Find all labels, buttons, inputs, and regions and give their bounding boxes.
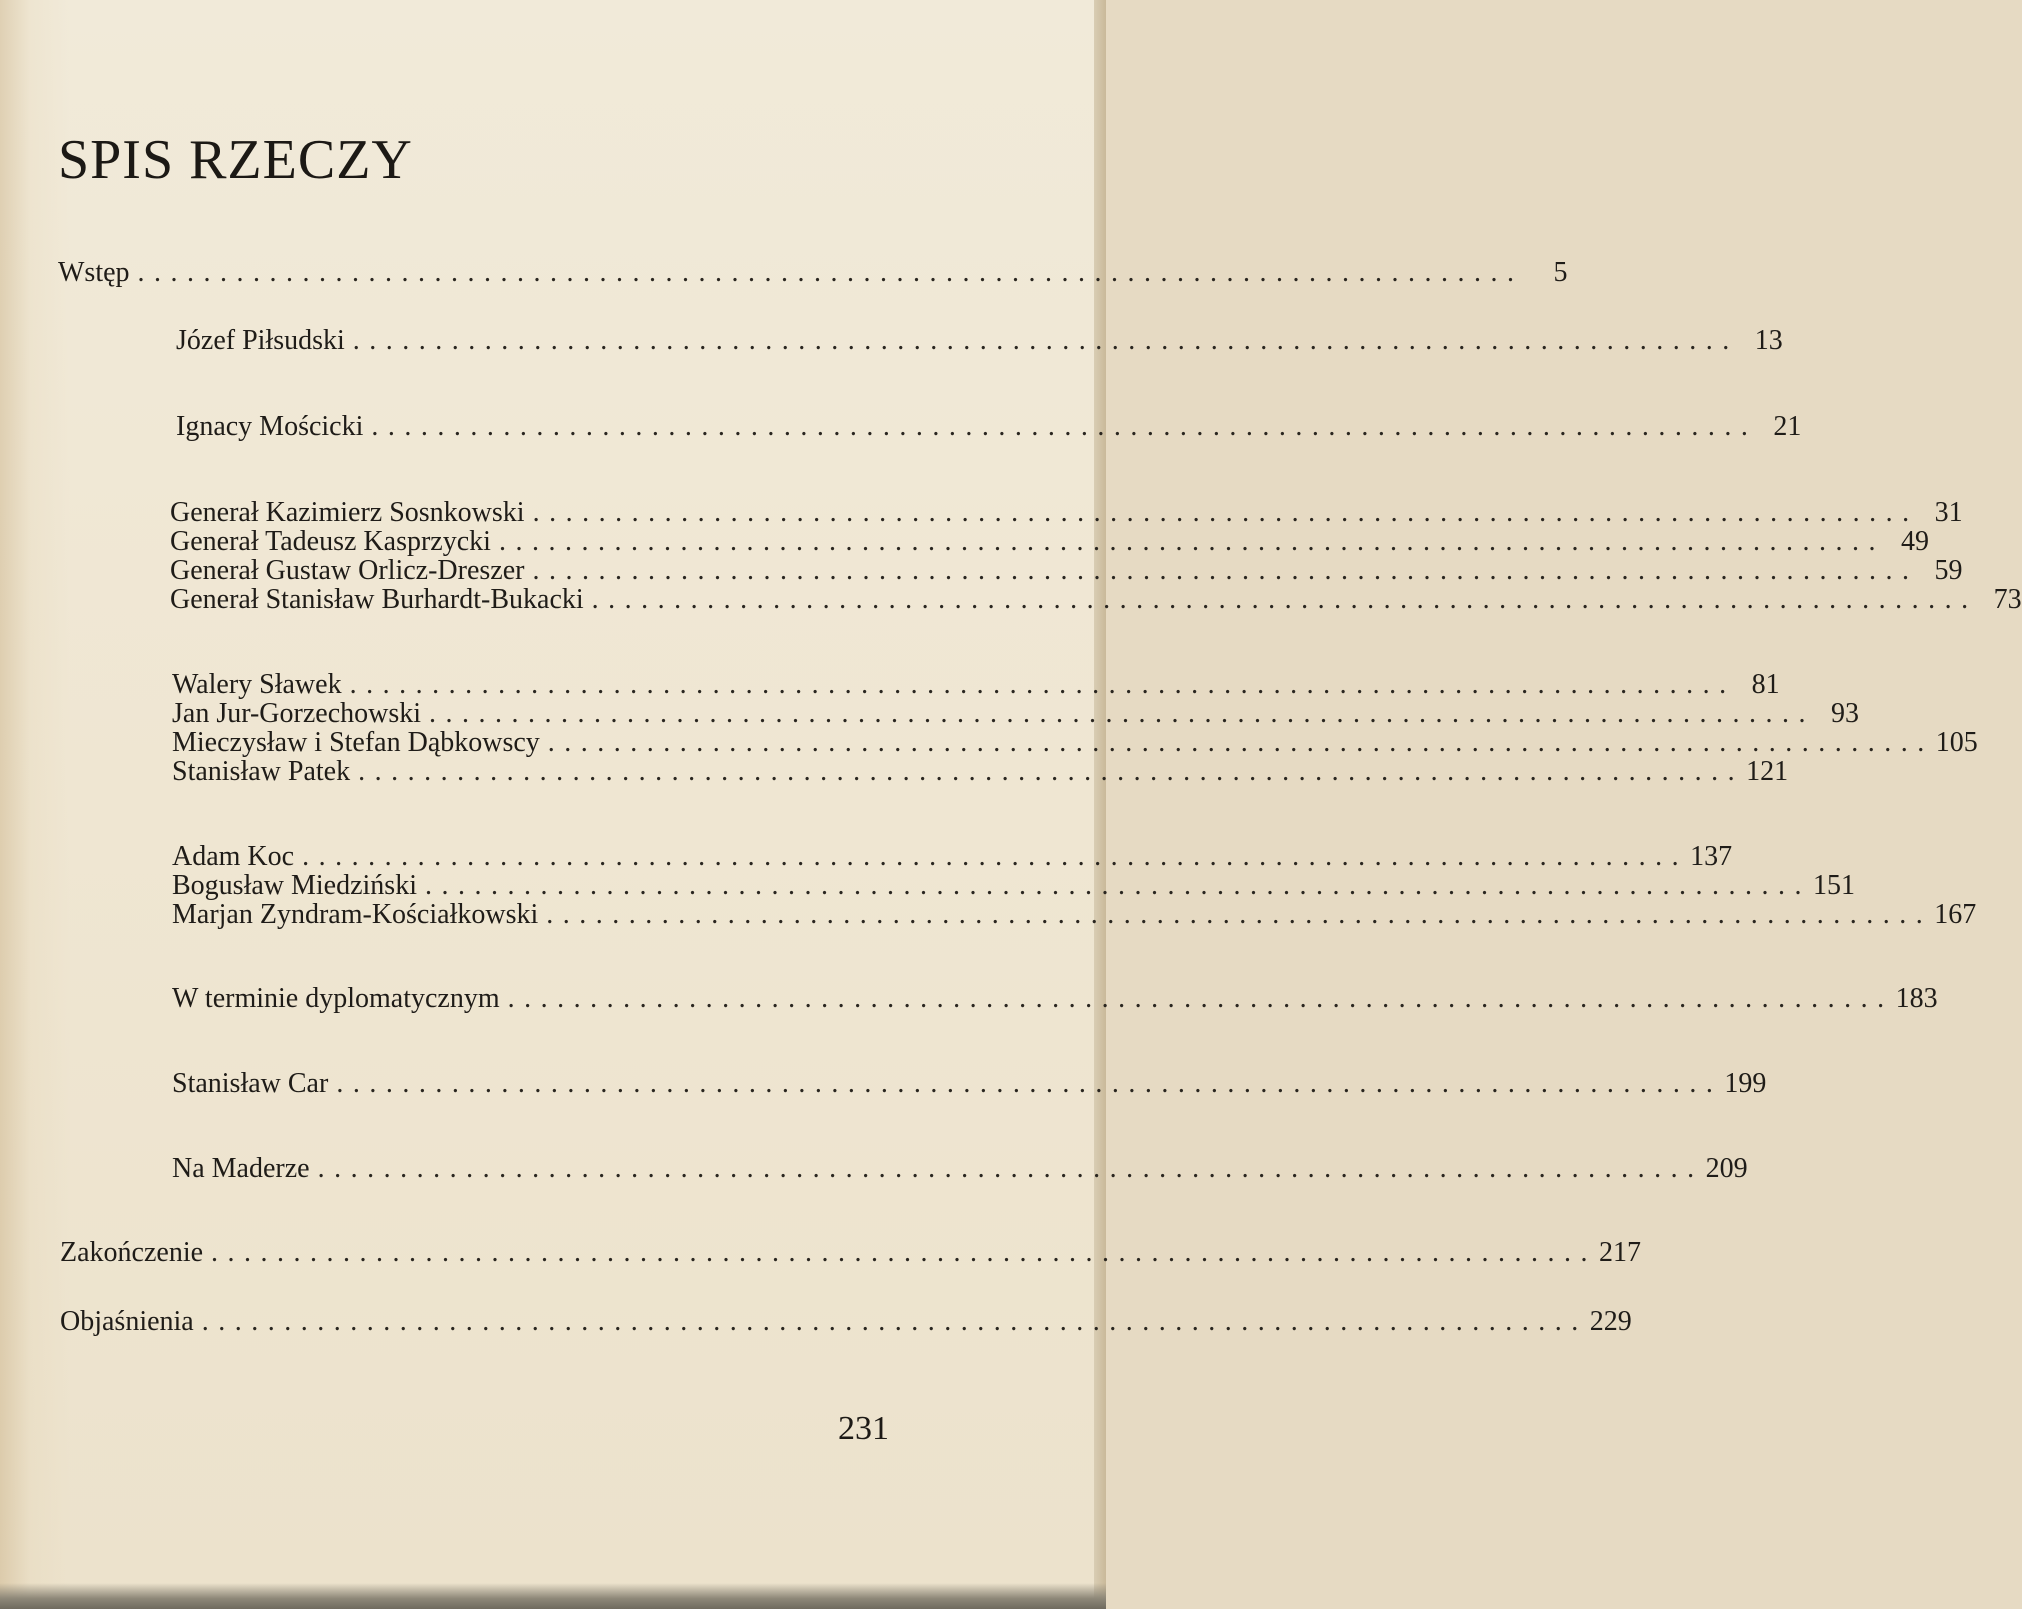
toc-entry-label: Generał Kazimierz Sosnkowski [170,497,525,528]
toc-entry [176,410,1802,444]
toc-entry-page: 229 [1589,1306,1632,1337]
dot-leader: .................................................................................... [547,727,1934,758]
toc-entry [170,583,2022,617]
toc-entry-page: 73 [1993,584,2022,615]
dot-leader: .................................................................................... [507,983,1894,1014]
toc-entry-label: W terminie dyplomatycznym [172,983,500,1014]
toc-entry-label: Generał Stanisław Burhardt-Bukacki [170,584,584,615]
page-shadow [0,1583,1106,1609]
toc-entry-label: Wstęp [58,257,130,288]
toc-entry [172,982,1938,1016]
dot-leader: .................................................................................... [498,526,1885,557]
toc-entry-page: 13 [1754,325,1783,356]
dot-leader: .................................................................................... [358,756,1745,787]
toc-entry-page: 137 [1690,841,1733,872]
toc-entry-page: 199 [1724,1068,1767,1099]
toc-entry-label: Adam Koc [172,841,295,872]
dot-leader: .................................................................................... [532,497,1919,528]
toc-entry-page: 5 [1553,257,1568,288]
toc-entry-page: 93 [1831,698,1860,729]
toc-entry-label: Generał Tadeusz Kasprzycki [170,526,491,557]
toc-entry-page: 121 [1746,756,1789,787]
dot-leader: .................................................................................... [591,584,1978,615]
toc-entry [60,1236,1642,1270]
dot-leader: .................................................................................... [425,870,1811,901]
dot-leader: .................................................................................... [546,899,1933,930]
toc-entry-page: 209 [1705,1153,1748,1184]
dot-leader: .................................................................................... [532,555,1919,586]
toc-entry-label: Józef Piłsudski [176,325,345,356]
toc-entry-label: Mieczysław i Stefan Dąbkowscy [172,727,540,758]
toc-entry-label: Zakończenie [60,1237,204,1268]
page-number: 231 [838,1410,889,1447]
toc-entry [172,755,1789,789]
dot-leader: .................................................................................... [211,1237,1598,1268]
dot-leader: .................................................................................... [302,841,1689,872]
toc-entry-page: 21 [1773,411,1802,442]
toc-entry-label: Generał Gustaw Orlicz-Dreszer [170,555,525,586]
toc-entry-page: 167 [1934,899,1977,930]
dot-leader: .................................................................................... [349,669,1736,700]
toc-entry-page: 81 [1751,669,1780,700]
toc-entry-page: 49 [1900,526,1929,557]
toc-entry [58,256,1568,290]
dot-leader: .................................................................................... [352,325,1739,356]
toc-entry-label: Bogusław Miedziński [172,870,417,901]
dot-leader: .................................................................................... [137,257,1524,288]
toc-entry-label: Na Maderze [172,1153,310,1184]
page-edge [1094,0,1106,1609]
toc-entry-label: Marjan Zyndram-Kościałkowski [172,899,539,930]
toc-entry-page: 151 [1813,870,1855,901]
toc-entry-page: 31 [1934,497,1963,528]
toc-entry [172,1067,1767,1101]
dot-leader: .................................................................................... [429,698,1816,729]
toc-entry-page: 183 [1895,983,1938,1014]
toc-entry [176,324,1783,358]
toc-entry-label: Walery Sławek [172,669,342,700]
dot-leader: .................................................................................... [201,1306,1588,1337]
dot-leader: .................................................................................... [336,1068,1723,1099]
toc-entry-page: 59 [1934,555,1963,586]
dot-leader: .................................................................................... [317,1153,1704,1184]
toc-entry-label: Stanisław Patek [172,756,351,787]
toc-entry-label: Stanisław Car [172,1068,329,1099]
toc-entry-page: 217 [1599,1237,1642,1268]
toc-entry-label: Jan Jur-Gorzechowski [172,698,422,729]
toc-entry [172,1152,1748,1186]
page-title: SPIS RZECZY [58,129,413,191]
toc-entry-page: 105 [1935,727,1978,758]
toc-entry-label: Ignacy Mościcki [176,411,364,442]
dot-leader: .................................................................................... [371,411,1758,442]
toc-entry-label: Objaśnienia [60,1306,194,1337]
toc-entry [60,1305,1632,1339]
toc-entry [172,898,1977,932]
